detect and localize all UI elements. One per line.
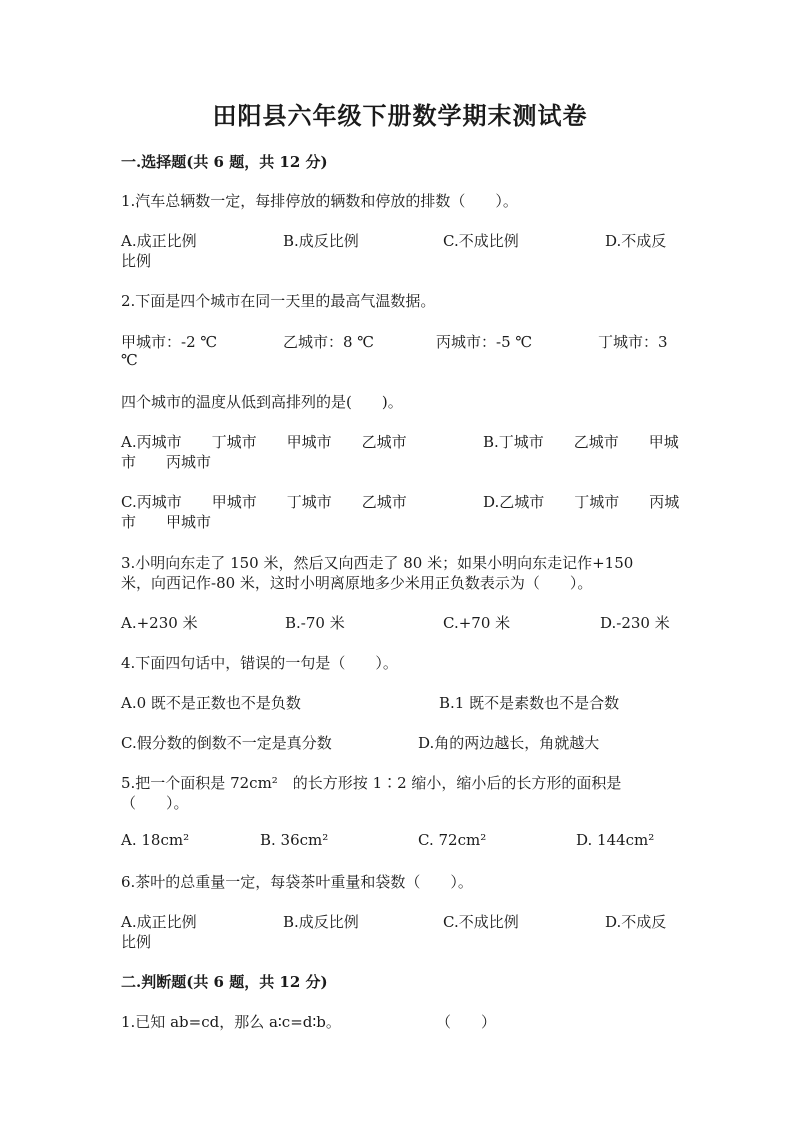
question-6-option-c[interactable]: C.不成比例 bbox=[443, 913, 519, 931]
question-6-option-d[interactable]: D.不成反 bbox=[605, 913, 667, 931]
question-1-option-d[interactable]: D.不成反 bbox=[605, 232, 667, 250]
question-2-option-d-wrap: 市 甲城市 bbox=[121, 513, 212, 531]
question-3-option-b[interactable]: B.-70 米 bbox=[285, 614, 345, 632]
question-5-option-a[interactable]: A. 18cm² bbox=[121, 831, 190, 849]
question-2-question: 四个城市的温度从低到高排列的是( )。 bbox=[121, 393, 403, 411]
question-5-option-b[interactable]: B. 36cm² bbox=[260, 831, 329, 849]
question-4-option-d[interactable]: D.角的两边越长，角就越大 bbox=[418, 734, 600, 752]
question-1-option-c[interactable]: C.不成比例 bbox=[443, 232, 519, 250]
question-6-stem: 6.茶叶的总重量一定，每袋茶叶重量和袋数（ ）。 bbox=[121, 873, 473, 891]
question-5-stem-line2: （ ）。 bbox=[121, 794, 189, 812]
question-3-option-d[interactable]: D.-230 米 bbox=[600, 614, 670, 632]
question-6-option-a[interactable]: A.成正比例 bbox=[121, 913, 197, 931]
page-title: 田阳县六年级下册数学期末测试卷 bbox=[212, 101, 588, 130]
question-3-option-a[interactable]: A.+230 米 bbox=[121, 614, 198, 632]
question-2-city-bing: 丙城市：-5 ℃ bbox=[436, 333, 533, 351]
question-2-option-c[interactable]: C.丙城市 甲城市 丁城市 乙城市 bbox=[121, 493, 407, 511]
question-2-option-a[interactable]: A.丙城市 丁城市 甲城市 乙城市 bbox=[121, 433, 407, 451]
question-3-option-c[interactable]: C.+70 米 bbox=[443, 614, 511, 632]
section-heading-choice: 一.选择题(共 6 题，共 12 分) bbox=[121, 153, 328, 171]
question-2-city-jia: 甲城市：-2 ℃ bbox=[121, 333, 218, 351]
question-1-stem: 1.汽车总辆数一定，每排停放的辆数和停放的排数（ ）。 bbox=[121, 192, 518, 210]
question-2-option-d[interactable]: D.乙城市 丁城市 丙城 bbox=[483, 493, 680, 511]
question-4-option-a[interactable]: A.0 既不是正数也不是负数 bbox=[121, 694, 301, 712]
question-5-option-d[interactable]: D. 144cm² bbox=[576, 831, 655, 849]
judgement-1-stem: 1.已知 ab=cd，那么 a∶c=d∶b。 bbox=[121, 1013, 341, 1031]
question-1-option-b[interactable]: B.成反比例 bbox=[283, 232, 359, 250]
question-3-stem-line1: 3.小明向东走了 150 米，然后又向西走了 80 米；如果小明向东走记作+150 bbox=[121, 554, 634, 572]
question-2-city-yi: 乙城市：8 ℃ bbox=[283, 333, 375, 351]
question-1-option-a[interactable]: A.成正比例 bbox=[121, 232, 197, 250]
question-6-option-d-wrap: 比例 bbox=[121, 933, 152, 951]
question-4-option-c[interactable]: C.假分数的倒数不一定是真分数 bbox=[121, 734, 332, 752]
judgement-1-answer-blank[interactable]: （ ） bbox=[436, 1013, 497, 1031]
question-2-option-b-wrap: 市 丙城市 bbox=[121, 453, 212, 471]
question-2-stem: 2.下面是四个城市在同一天里的最高气温数据。 bbox=[121, 292, 436, 310]
question-6-option-b[interactable]: B.成反比例 bbox=[283, 913, 359, 931]
question-1-option-d-wrap: 比例 bbox=[121, 252, 152, 270]
question-5-stem-line1: 5.把一个面积是 72cm² 的长方形按 1∶2 缩小，缩小后的长方形的面积是 bbox=[121, 774, 622, 792]
question-5-option-c[interactable]: C. 72cm² bbox=[418, 831, 487, 849]
question-2-city-ding-wrap: ℃ bbox=[121, 351, 138, 369]
question-4-stem: 4.下面四句话中，错误的一句是（ ）。 bbox=[121, 654, 398, 672]
question-4-option-b[interactable]: B.1 既不是素数也不是合数 bbox=[439, 694, 620, 712]
question-2-city-ding: 丁城市：3 bbox=[598, 333, 668, 351]
section-heading-judgement: 二.判断题(共 6 题，共 12 分) bbox=[121, 973, 328, 991]
question-2-option-b[interactable]: B.丁城市 乙城市 甲城 bbox=[483, 433, 679, 451]
question-3-stem-line2: 米，向西记作-80 米，这时小明离原地多少米用正负数表示为（ ）。 bbox=[121, 574, 593, 592]
